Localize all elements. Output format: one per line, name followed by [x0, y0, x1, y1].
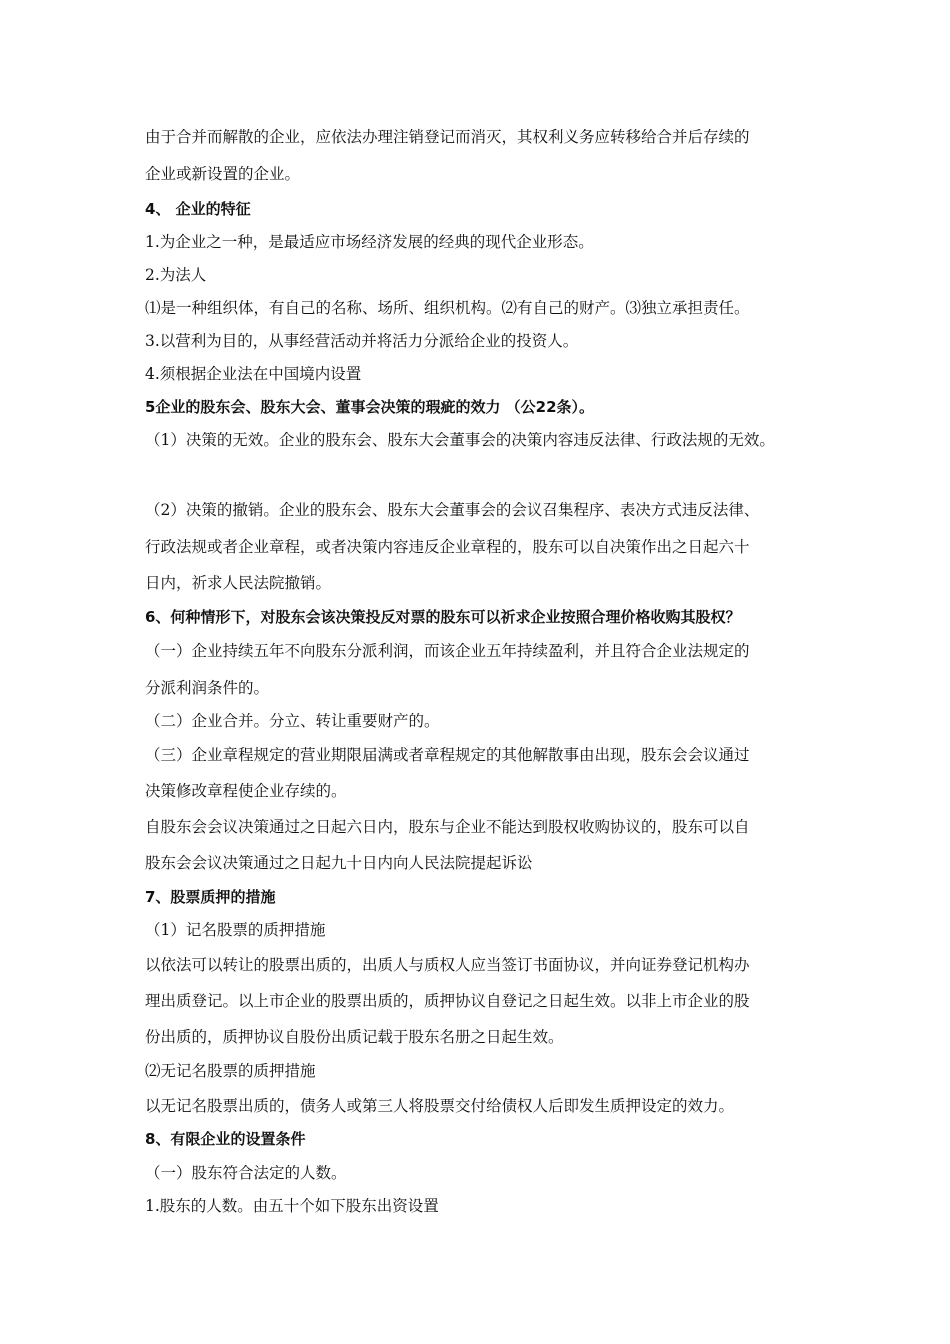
list-item: 2.为法人 — [145, 266, 207, 284]
paragraph-line: 决策修改章程使企业存续的。 — [145, 782, 347, 800]
section-heading: 6、何种情形下，对股东会该决策投反对票的股东可以祈求企业按照合理价格收购其股权？ — [145, 608, 741, 626]
list-item: （一）企业持续五年不向股东分派利润，而该企业五年持续盈利，并且符合企业法规定的 — [145, 642, 750, 660]
list-item: 1.为企业之一种，是最适应市场经济发展的经典的现代企业形态。 — [145, 233, 594, 251]
list-item: （二）企业合并。分立、转让重要财产的。 — [145, 712, 440, 730]
list-item: （1）记名股票的质押措施 — [145, 921, 326, 939]
paragraph-line: 理出质登记。以上市企业的股票出质的，质押协议自登记之日起生效。以非上市企业的股 — [145, 992, 750, 1010]
paragraph-line: 由于合并而解散的企业，应依法办理注销登记而消灭，其权利义务应转移给合并后存续的 — [145, 128, 750, 146]
list-item: （2）决策的撤销。企业的股东会、股东大会董事会的会议召集程序、表决方式违反法律、 — [145, 501, 760, 519]
section-heading: 7、股票质押的措施 — [145, 888, 276, 906]
list-item: ⑵无记名股票的质押措施 — [145, 1062, 316, 1080]
paragraph-line: 份出质的，质押协议自股份出质记载于股东名册之日起生效。 — [145, 1028, 564, 1046]
section-heading: 4、 企业的特征 — [145, 200, 251, 218]
paragraph-line: 分派利润条件的。 — [145, 679, 270, 697]
list-item: 3.以营利为目的，从事经营活动并将活力分派给企业的投资人。 — [145, 332, 579, 350]
list-item: 4.须根据企业法在中国境内设置 — [145, 365, 362, 383]
list-item: ⑴是一种组织体，有自己的名称、场所、组织机构。⑵有自己的财产。⑶独立承担责任。 — [145, 299, 750, 317]
paragraph-line: 行政法规或者企业章程，或者决策内容违反企业章程的，股东可以自决策作出之日起六十 — [145, 538, 750, 556]
section-heading: 5企业的股东会、股东大会、董事会决策的瑕疵的效力 （公22条）。 — [145, 398, 595, 416]
section-heading: 8、有限企业的设置条件 — [145, 1130, 306, 1148]
list-item: （三）企业章程规定的营业期限届满或者章程规定的其他解散事由出现，股东会会议通过 — [145, 746, 750, 764]
list-item: （一）股东符合法定的人数。 — [145, 1164, 347, 1182]
list-item: （1）决策的无效。企业的股东会、股东大会董事会的决策内容违反法律、行政法规的无效。 — [145, 431, 775, 449]
list-item: 1.股东的人数。由五十个如下股东出资设置 — [145, 1197, 439, 1215]
paragraph-line: 日内，祈求人民法院撤销。 — [145, 574, 332, 592]
paragraph-line: 以无记名股票出质的，债务人或第三人将股票交付给债权人后即发生质押设定的效力。 — [145, 1097, 735, 1115]
paragraph-line: 自股东会会议决策通过之日起六日内，股东与企业不能达到股权收购协议的，股东可以自 — [145, 818, 750, 836]
paragraph-line: 企业或新设置的企业。 — [145, 165, 301, 183]
paragraph-line: 股东会会议决策通过之日起九十日内向人民法院提起诉讼 — [145, 854, 533, 872]
paragraph-line: 以依法可以转让的股票出质的，出质人与质权人应当签订书面协议，并向证券登记机构办 — [145, 956, 750, 974]
